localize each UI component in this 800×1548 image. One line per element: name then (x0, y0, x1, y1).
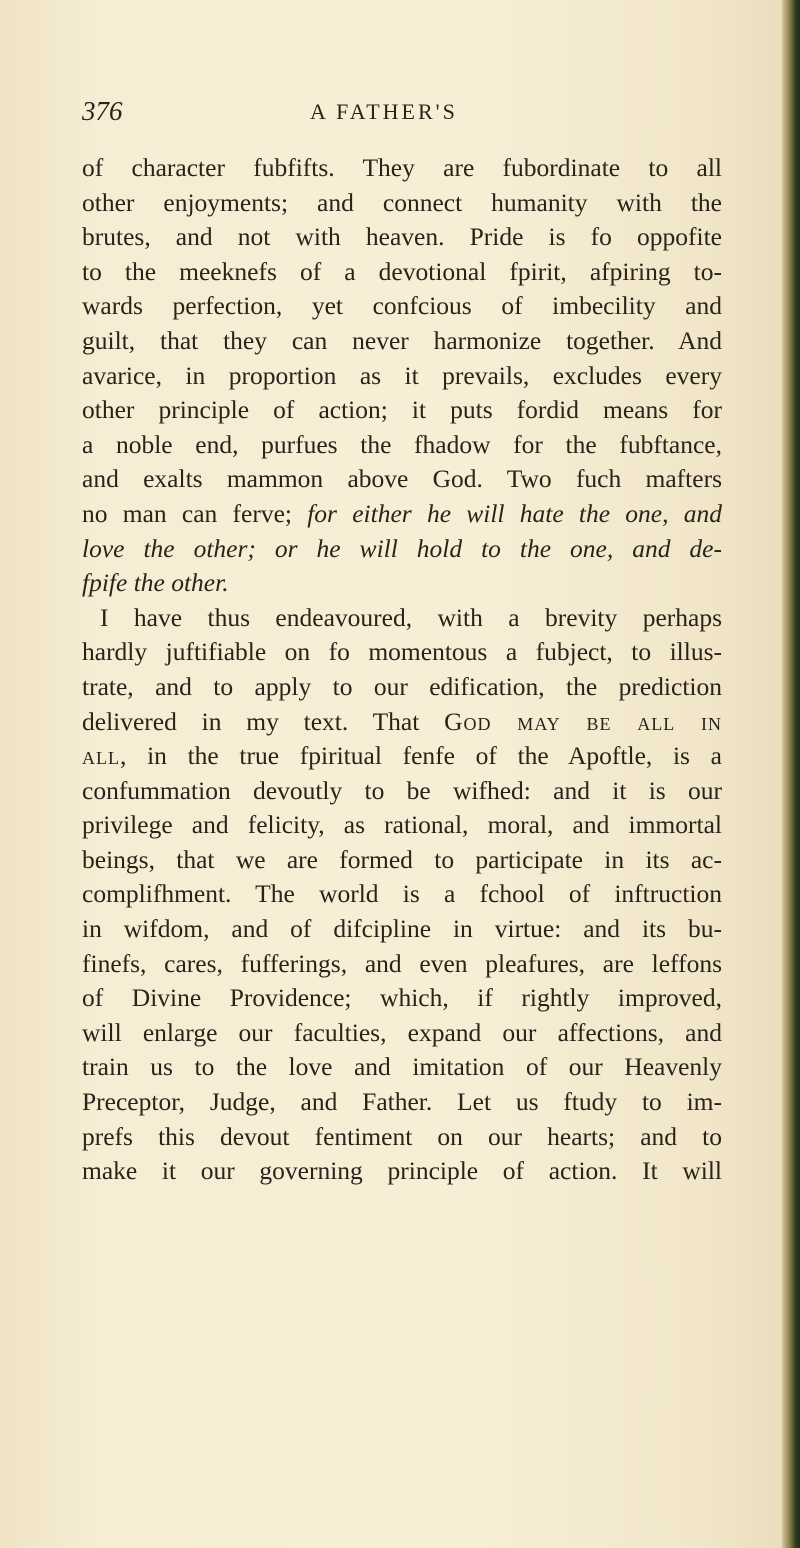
text-line: and exalts mammon above God. Two fuch mafters (82, 464, 722, 494)
text-line: in wifdom, and of difcipline in virtue: and its bu- (82, 914, 722, 944)
text-line: Preceptor, Judge, and Father. Let us ftudy to im- (82, 1087, 722, 1117)
small-caps-text: God may be all in (444, 706, 723, 736)
text-segment: no man can ferve; (82, 498, 308, 528)
text-line: wards perfection, yet confcious of imbecility and (82, 291, 722, 321)
text-line: guilt, that they can never harmonize together. And (82, 325, 722, 355)
text-line: avarice, in proportion as it prevails, excludes every (82, 360, 722, 390)
text-line: to the meeknefs of a devotional fpirit, afpiring to- (82, 256, 722, 286)
text-line: hardly juftifiable on fo momentous a fubject, to illus- (82, 637, 722, 667)
text-segment: delivered in my text. That (82, 706, 445, 736)
running-title: A FATHER'S (310, 99, 458, 124)
text-line: make it our governing principle of action. It will (82, 1156, 722, 1186)
text-line: of character fubfifts. They are fubordinate to all (82, 153, 722, 182)
text-line: other enjoyments; and connect humanity with the (82, 187, 722, 217)
text-line: a noble end, purfues the fhadow for the fubftance, (82, 429, 722, 459)
scripture-quote: fpife the other. (82, 568, 229, 598)
page-number: 376 (82, 96, 123, 126)
text-line: brutes, and not with heaven. Pride is fo oppofite (82, 222, 722, 252)
text-line-mixed (82, 739, 722, 774)
text-line-mixed (82, 497, 722, 532)
text-line: complifhment. The world is a fchool of inftruction (82, 879, 722, 909)
text-line: finefs, cares, fufferings, and even pleafures, are leffons (82, 948, 722, 978)
text-segment: , in the true fpiritual fenfe of the Apoftle, is a (120, 741, 722, 771)
scripture-quote: for either he will hate the one, and (307, 498, 722, 528)
text-line: I have thus endeavoured, with a brevity perhaps (100, 602, 722, 632)
body-text (82, 151, 722, 1189)
text-line: privilege and felicity, as rational, moral, and immortal (82, 810, 722, 840)
page-edge-shadow (782, 0, 800, 1548)
text-line: beings, that we are formed to participate in its ac- (82, 844, 722, 874)
text-line: trate, and to apply to our edification, the prediction (82, 671, 722, 701)
text-line: other principle of action; it puts fordid means for (82, 395, 722, 425)
small-caps-text: all (82, 741, 120, 771)
running-head (82, 96, 722, 136)
text-line: of Divine Providence; which, if rightly improved, (82, 983, 722, 1013)
text-line: will enlarge our faculties, expand our affections, and (82, 1017, 722, 1047)
scripture-quote: love the other; or he will hold to the one, and de- (82, 533, 722, 563)
text-line: prefs this devout fentiment on our hearts; and to (82, 1121, 722, 1151)
text-line-mixed (82, 705, 722, 740)
text-line: train us to the love and imitation of our Heavenly (82, 1052, 722, 1082)
text-line: confummation devoutly to be wifhed: and it is our (82, 775, 722, 805)
